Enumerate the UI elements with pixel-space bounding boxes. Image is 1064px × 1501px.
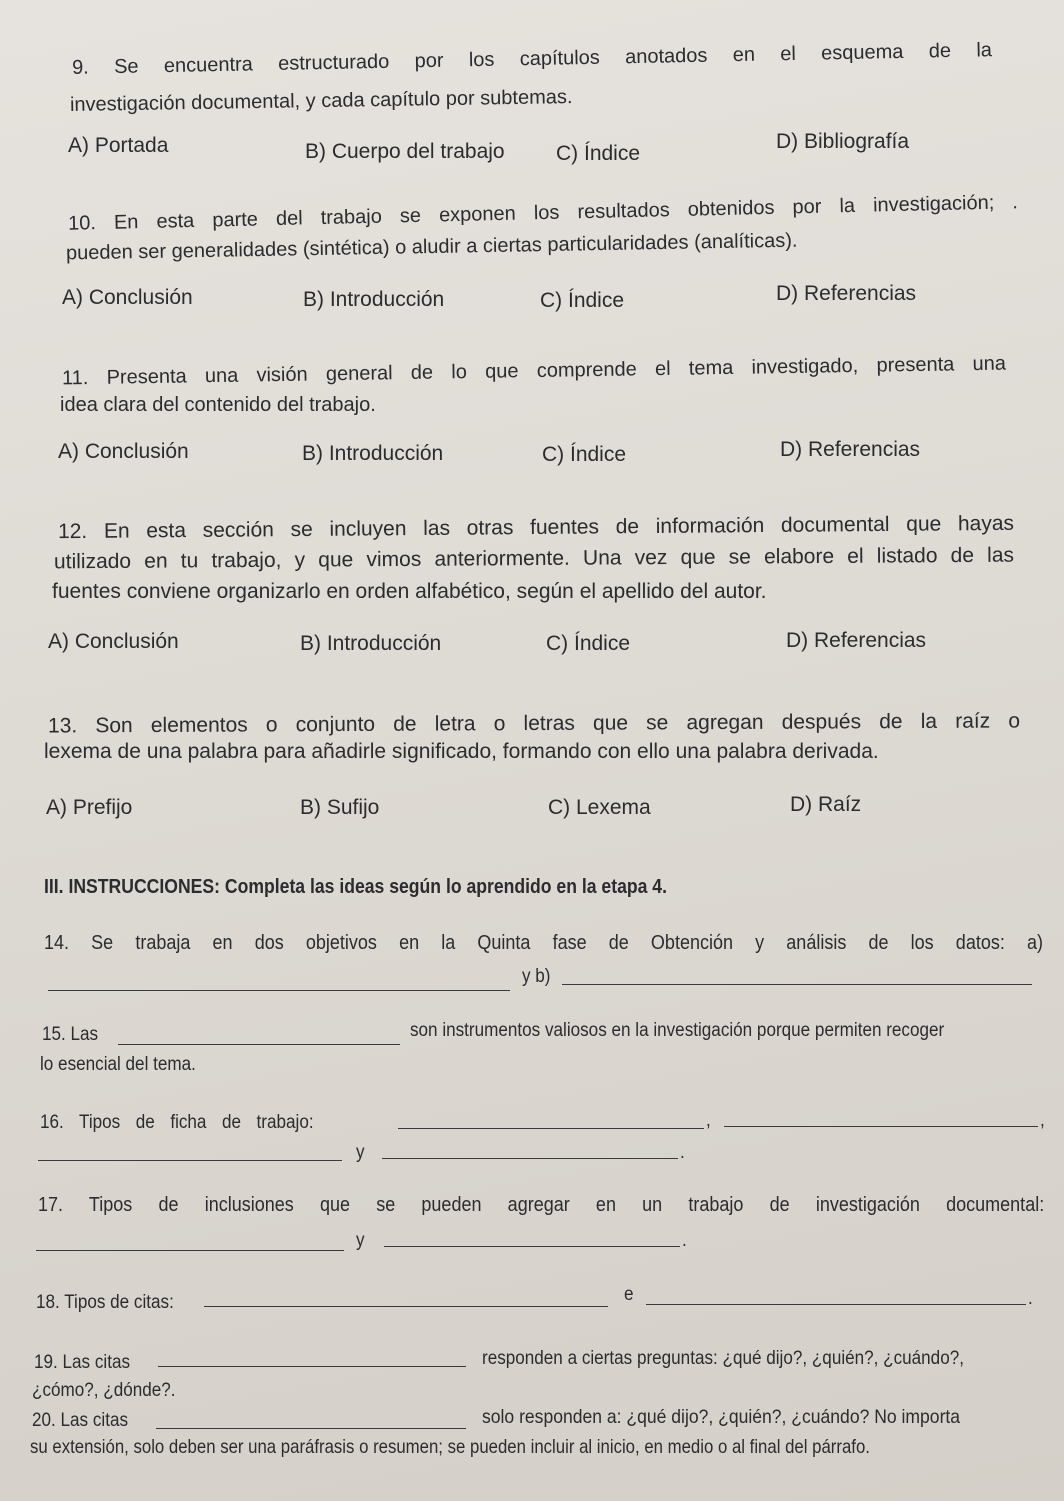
question-17-end: . [682, 1230, 687, 1251]
question-14-line-1: 14. Se trabaja en dos objetivos en la Quinta fase de Obtención y análisis de los datos: a) [44, 932, 1043, 954]
question-16-comma-1: , [706, 1110, 711, 1131]
option-d[interactable]: D) Bibliografía [776, 130, 910, 153]
question-12-line-1: 12. En esta sección se incluyen las otras fuentes de información documental que hayas [57, 511, 1015, 544]
answer-blank-3[interactable] [38, 1160, 342, 1161]
question-18-end: . [1028, 1288, 1033, 1309]
question-16-comma-2: , [1040, 1110, 1045, 1131]
answer-blank-1[interactable] [204, 1306, 608, 1307]
answer-blank[interactable] [118, 1044, 400, 1045]
question-19-prefix: 19. Las citas [34, 1352, 131, 1373]
question-18-mid: e [624, 1284, 634, 1305]
answer-blank[interactable] [156, 1428, 466, 1429]
option-a[interactable]: A) Portada [68, 134, 169, 157]
answer-blank-1[interactable] [36, 1250, 344, 1251]
option-a[interactable]: A) Prefijo [46, 796, 133, 819]
answer-blank-1[interactable] [398, 1128, 704, 1129]
question-19-line-2: ¿cómo?, ¿dónde?. [32, 1380, 176, 1401]
question-16-y: y [356, 1142, 365, 1163]
answer-blank-2[interactable] [384, 1246, 680, 1247]
answer-blank-4[interactable] [382, 1158, 678, 1159]
question-10-line-2: pueden ser generalidades (sintética) o aludir a ciertas particularidades (analíticas). [65, 229, 798, 265]
section-3-heading: III. INSTRUCCIONES: Completa las ideas según lo aprendido en la etapa 4. [44, 876, 667, 898]
question-20-line-2: su extensión, solo deben ser una paráfrasis o resumen; se pueden incluir al inicio, en medio o al final del párrafo. [30, 1436, 870, 1458]
question-16-end: . [680, 1142, 685, 1163]
question-19-suffix: responden a ciertas preguntas: ¿qué dijo?, ¿quién?, ¿cuándo?, [482, 1348, 964, 1369]
answer-blank-2[interactable] [646, 1304, 1026, 1305]
question-10-line-1: 10. En esta parte del trabajo se exponen los resultados obtenidos por la investigación; . [67, 191, 1019, 235]
question-11-line-2: idea clara del contenido del trabajo. [60, 394, 376, 416]
question-11-line-1: 11. Presenta una visión general de lo que comprende el tema investigado, presenta una [61, 352, 1007, 390]
option-c[interactable]: C) Índice [556, 142, 641, 165]
option-d[interactable]: D) Referencias [780, 438, 921, 461]
answer-blank-2[interactable] [724, 1126, 1038, 1127]
question-16-prefix: 16. Tipos de ficha de trabajo: [40, 1112, 314, 1133]
question-13-line-2: lexema de una palabra para añadirle significado, formando con ello una palabra derivada. [44, 740, 879, 763]
question-18-prefix: 18. Tipos de citas: [36, 1292, 174, 1313]
question-15-prefix: 15. Las [42, 1024, 99, 1045]
option-b[interactable]: B) Introducción [300, 632, 442, 655]
option-c[interactable]: C) Índice [542, 443, 627, 466]
question-17-line-1: 17. Tipos de inclusiones que se pueden agregar en un trabajo de investigación documental: [38, 1194, 1045, 1216]
option-d[interactable]: D) Referencias [776, 282, 917, 305]
question-15-suffix: son instrumentos valiosos en la investigación porque permiten recoger [410, 1020, 945, 1041]
answer-blank[interactable] [158, 1366, 466, 1367]
question-9-line-2: investigación documental, y cada capítulo por subtemas. [69, 86, 573, 116]
question-15-line-2: lo esencial del tema. [40, 1054, 196, 1075]
option-a[interactable]: A) Conclusión [62, 286, 193, 309]
option-a[interactable]: A) Conclusión [58, 440, 189, 463]
question-9-line-1: 9. Se encuentra estructurado por los capítulos anotados en el esquema de la [71, 39, 993, 79]
option-b[interactable]: B) Sufijo [300, 796, 380, 819]
question-20-suffix: solo responden a: ¿qué dijo?, ¿quién?, ¿cuándo? No importa [482, 1406, 961, 1428]
question-12-line-2: utilizado en tu trabajo, y que vimos anteriormente. Una vez que se elabore el listado de las [53, 543, 1015, 574]
option-a[interactable]: A) Conclusión [48, 630, 179, 653]
option-b[interactable]: B) Introducción [302, 442, 444, 465]
option-d[interactable]: D) Referencias [786, 629, 927, 652]
question-13-line-1: 13. Son elementos o conjunto de letra o letras que se agregan después de la raíz o [47, 709, 1021, 738]
option-c[interactable]: C) Índice [540, 289, 625, 312]
question-17-y: y [356, 1230, 365, 1251]
option-c[interactable]: C) Índice [546, 632, 631, 655]
question-20-prefix: 20. Las citas [32, 1410, 129, 1431]
option-d[interactable]: D) Raíz [790, 793, 862, 816]
option-c[interactable]: C) Lexema [548, 796, 651, 819]
answer-blank-a[interactable] [48, 990, 510, 991]
option-b[interactable]: B) Cuerpo del trabajo [305, 140, 505, 163]
option-b[interactable]: B) Introducción [303, 288, 445, 311]
question-14-mid: y b) [522, 966, 551, 987]
question-12-line-3: fuentes conviene organizarlo en orden alfabético, según el apellido del autor. [52, 580, 767, 603]
answer-blank-b[interactable] [562, 984, 1032, 985]
